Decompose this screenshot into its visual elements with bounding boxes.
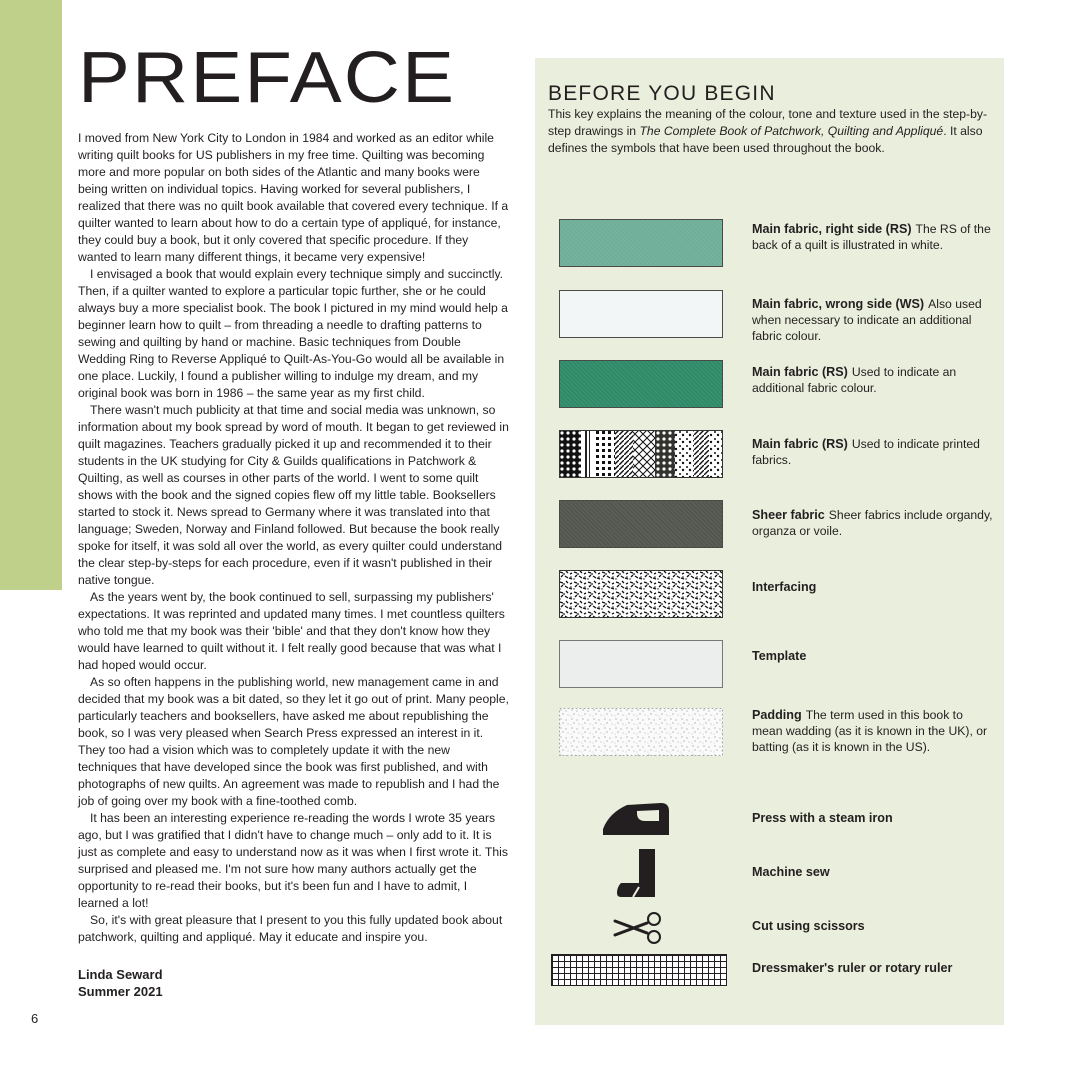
intro-text-end: . It also defines the symbols that have been used throughout the book. [548, 124, 983, 155]
key-item-name: Press with a steam iron [752, 811, 893, 825]
key-item-name: Cut using scissors [752, 919, 865, 933]
sewing-machine-foot-icon [551, 846, 727, 902]
white-fabric-swatch [559, 290, 723, 338]
preface-paragraph: There wasn't much publicity at that time and social media was unknown, so information about my book spread by word of mouth. It began to get reviewed in quilt magazines. Teachers gradually picked it up and recommended it to their students in the UK studying for City & Guilds qualifications in Patchwork & Quilting, as well as courses in other parts of the world. I went to some quilt shows with the book and the signed copies flew off my little table. Booksellers started to stock it. News spread to Germany where it was translated into that language; Sweden, Norway and Finland followed. But because the book really spoke for itself, it was sold all over the world, as every quilter could understand the clear step-by-steps for each procedure, even if it wasn't published in their native tongue. [78, 403, 509, 587]
key-item-desc: The term used in this book to mean wadding (as it is known in the UK), or batting (as it is known in the US). [752, 708, 988, 754]
key-item-desc: Used to indicate printed fabrics. [752, 437, 980, 467]
key-item [752, 707, 994, 755]
key-item-desc: Also used when necessary to indicate an additional fabric colour. [752, 297, 982, 343]
key-item-name: Machine sew [752, 865, 830, 879]
key-item [752, 960, 994, 976]
preface-paragraph: As the years went by, the book continued to sell, surpassing my publishers' expectations. It was reprinted and updated many times. I met countless quilters who told me that my book was their 'bible' and that they don't know how they would have learned to quilt without it. I felt really good because that was what I had hoped would occur. [78, 590, 505, 672]
key-item [752, 579, 994, 595]
intro-text: This key explains the meaning of the colour, tone and texture used in the step-by-step drawings in [548, 107, 988, 138]
green-side-bar [0, 0, 62, 590]
iron-icon [551, 794, 727, 844]
signature-date: Summer 2021 [78, 984, 163, 999]
key-item-name: Sheer fabric [752, 508, 825, 522]
key-item [752, 296, 994, 344]
key-item-name: Main fabric, right side (RS) [752, 222, 912, 236]
key-item [752, 810, 994, 826]
key-item-desc: Sheer fabrics include organdy, organza or voile. [752, 508, 993, 538]
padding-pattern [559, 708, 723, 756]
key-item [752, 436, 994, 468]
key-item-name: Padding [752, 708, 802, 722]
before-you-begin-panel [535, 58, 1004, 1025]
teal-fabric-swatch [559, 219, 723, 267]
sheer-fabric-swatch [559, 500, 723, 548]
ruler-icon [551, 954, 727, 986]
book-title: The Complete Book of Patchwork, Quilting and Appliqué [639, 124, 944, 138]
preface-paragraph: I moved from New York City to London in 1984 and worked as an editor while writing quilt books for US publishers in my free time. Quilting was becoming more and more popular on both sides of the Atlantic and many books were being written on individual topics. Having worked for several publishers, I realized that there was no quilt book available that covered every technique. If a quilter wanted to learn about how to do a certain type of appliqué, for instance, they could buy a book, but it only covered that specific procedure. If they wanted to learn many different things, it became very expensive! [78, 131, 509, 264]
preface-paragraph: So, it's with great pleasure that I present to you this fully updated book about patchwork, quilting and appliqué. May it educate and inspire you. [78, 913, 503, 944]
key-item-name: Main fabric (RS) [752, 437, 848, 451]
key-item-name: Main fabric (RS) [752, 365, 848, 379]
interfacing-pattern [559, 570, 723, 618]
key-item [752, 221, 994, 253]
key-item [752, 648, 994, 664]
key-item-name: Template [752, 649, 807, 663]
dark-green-fabric-swatch [559, 360, 723, 408]
template-swatch [559, 640, 723, 688]
key-item-name: Main fabric, wrong side (WS) [752, 297, 925, 311]
preface-body [78, 130, 510, 946]
author-signature [78, 966, 163, 1000]
padding-swatch [559, 708, 723, 756]
interfacing-swatch [559, 570, 723, 618]
scissors-icon [551, 910, 727, 946]
preface-paragraph: As so often happens in the publishing world, new management came in and decided that my book was a bit dated, so they let it go out of print. Many people, particularly teachers and booksellers, have asked me about republishing the book, so I was very pleased when Search Press expressed an interest in it. They too had a vision which was to completely update it with the new techniques that have developed since the book was first published, and with photographs of new quilts. An agreement was made to republish and I had the job of going over my book with a fine-toothed comb. [78, 675, 509, 808]
preface-paragraph: It has been an interesting experience re-reading the words I wrote 35 years ago, but I was gratified that I didn't have to change much – only add to it. It is just as complete and easy to understand now as it was when I first wrote it. This surprised and pleased me. I'm not sure how many authors actually get the opportunity to re-read their books, but it's been fun and I have to admit, I learned a lot! [78, 811, 508, 910]
key-item-desc: Used to indicate an additional fabric colour. [752, 365, 957, 395]
key-item [752, 918, 994, 934]
key-item [752, 864, 994, 880]
key-item [752, 507, 994, 539]
printed-fabric-pattern [559, 430, 723, 478]
author-name: Linda Seward [78, 967, 163, 982]
panel-title: BEFORE YOU BEGIN [548, 82, 776, 105]
key-item-name: Interfacing [752, 580, 817, 594]
key-item [752, 364, 994, 396]
page-title: PREFACE [78, 38, 457, 118]
printed-fabric-swatch [559, 430, 723, 478]
page-number: 6 [31, 1011, 39, 1026]
panel-intro [548, 106, 988, 157]
key-item-name: Dressmaker's ruler or rotary ruler [752, 961, 953, 975]
preface-paragraph: I envisaged a book that would explain every technique simply and succinctly. Then, if a quilter wanted to explore a particular topic further, she or he could always buy a more specialist book. The book I pictured in my mind would help a beginner learn how to quilt – from threading a needle to drafting patterns to sewing and quilting by hand or machine. Basic techniques from Double Wedding Ring to Reverse Appliqué to Quilt-As-You-Go would all be available in one place. Luckily, I found a publisher willing to indulge my dream, and my original book was born in 1986 – the same year as my first child. [78, 267, 508, 400]
key-item-desc: The RS of the back of a quilt is illustrated in white. [752, 222, 991, 252]
